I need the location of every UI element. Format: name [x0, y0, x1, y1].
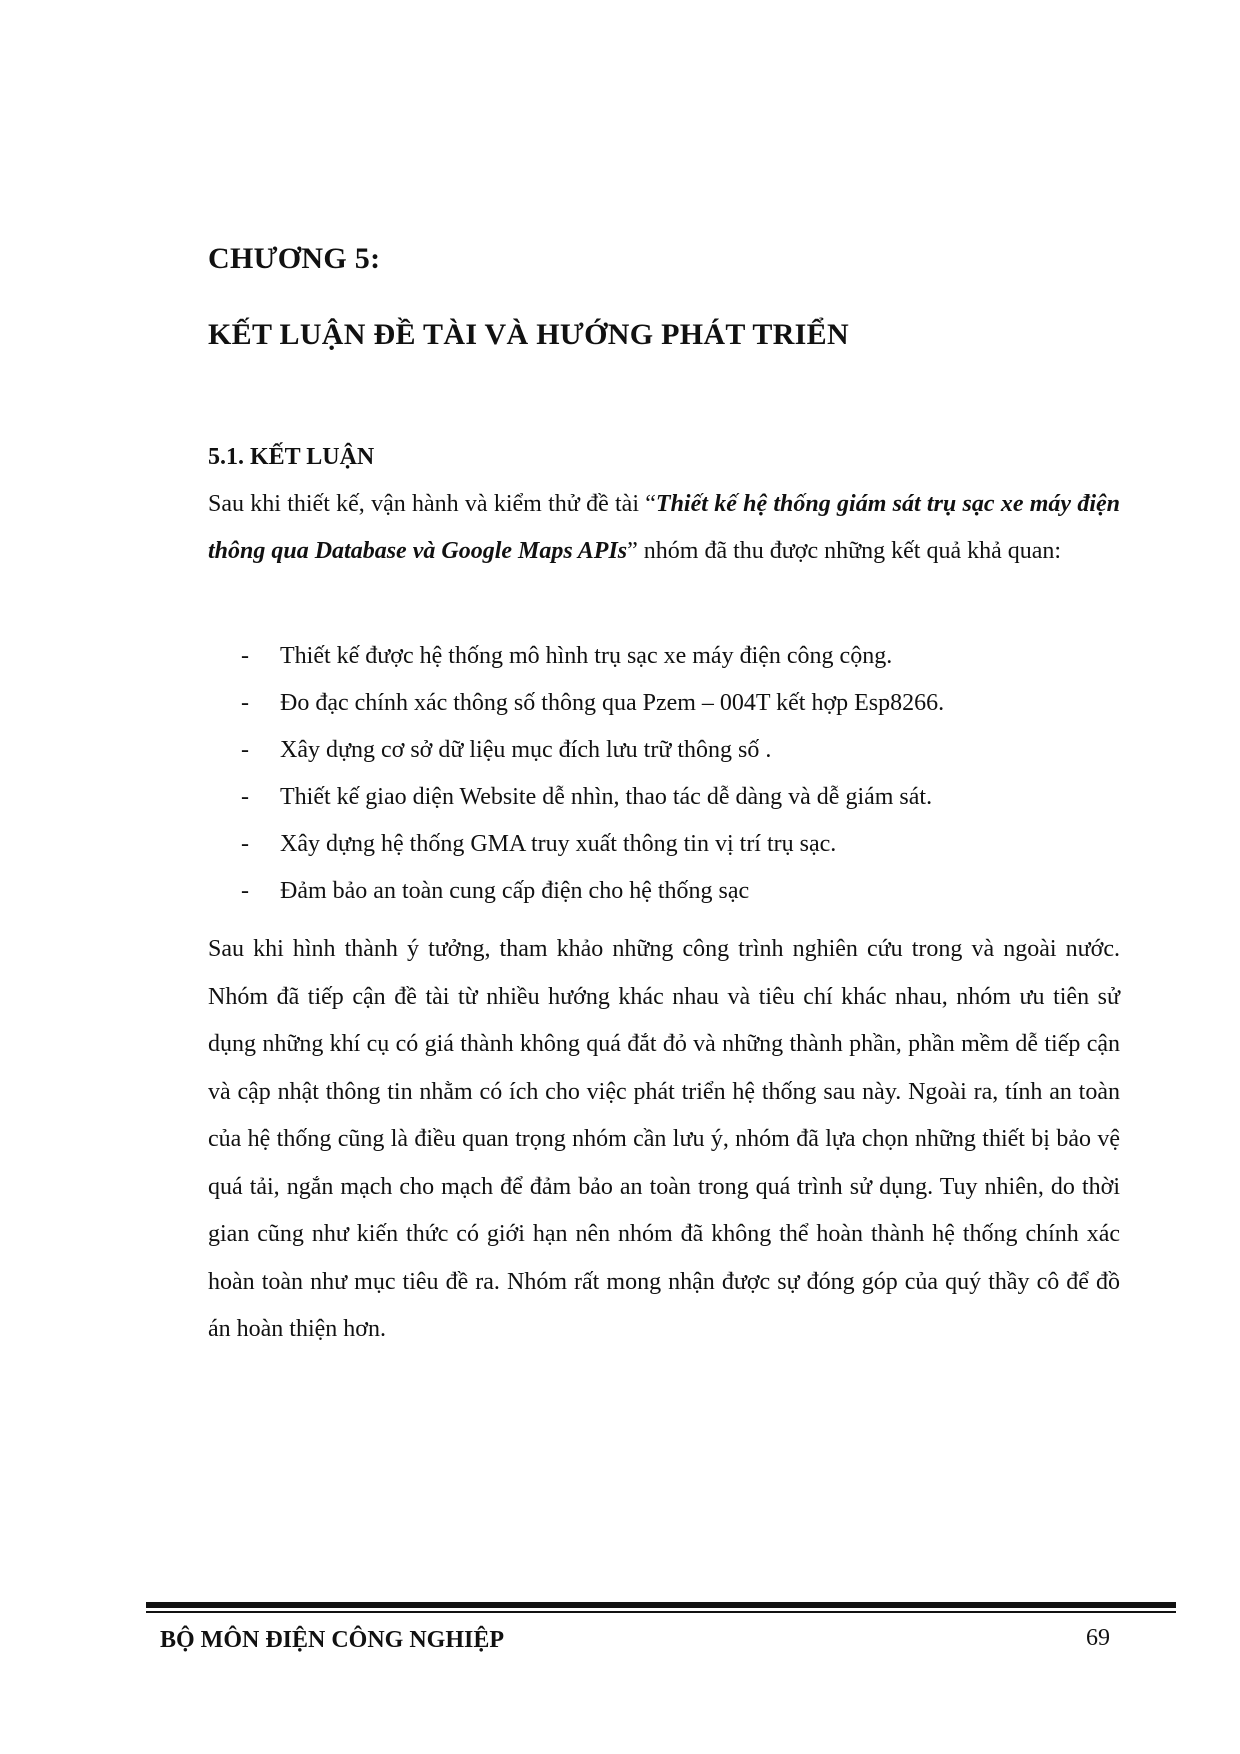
conclusion-paragraph: Sau khi hình thành ý tưởng, tham khảo những công trình nghiên cứu trong và ngoài nước. Nhóm đã tiếp cận đề tài từ nhiều hướng khác nhau và tiêu chí khác nhau, nhóm ưu tiên sử dụng những khí cụ có giá thành không quá đắt đỏ và những thành phần, phần mềm dễ tiếp cận và cập nhật thông tin nhằm có ích cho việc phát triển hệ thống sau này. Ngoài ra, tính an toàn của hệ thống cũng là điều quan trọng nhóm cần lưu ý, nhóm đã lựa chọn những thiết bị bảo vệ quá tải, ngắn mạch cho mạch để đảm bảo an toàn trong quá trình sử dụng. Tuy nhiên, do thời gian cũng như kiến thức có giới hạn nên nhóm đã không thể hoàn thành hệ thống chính xác hoàn toàn như mục tiêu đề ra. Nhóm rất mong nhận được sự đóng góp của quý thầy cô để đồ án hoàn thiện hơn.: [208, 936, 1120, 1342]
footer-department: BỘ MÔN ĐIỆN CÔNG NGHIỆP: [160, 1627, 505, 1653]
list-item-text: Xây dựng cơ sở dữ liệu mục đích lưu trữ thông số .: [280, 737, 772, 763]
list-item-text: Đảm bảo an toàn cung cấp điện cho hệ thống sạc: [280, 878, 750, 904]
bullet-dash: -: [241, 643, 249, 669]
list-item: [208, 727, 1120, 774]
section-heading: 5.1. KẾT LUẬN: [208, 444, 375, 470]
list-item-text: Thiết kế được hệ thống mô hình trụ sạc xe máy điện công cộng.: [280, 643, 893, 669]
bullet-dash: -: [241, 878, 249, 904]
results-list: [208, 633, 1120, 915]
footer-rule-thick: [146, 1602, 1176, 1608]
list-item: [208, 633, 1120, 680]
bullet-dash: -: [241, 831, 249, 857]
list-item-text: Xây dựng hệ thống GMA truy xuất thông tin vị trí trụ sạc.: [280, 831, 837, 857]
intro-text-after: ” nhóm đã thu được những kết quả khả quan:: [627, 538, 1062, 564]
page-number: 69: [1086, 1625, 1110, 1651]
intro-paragraph: [208, 481, 1120, 575]
chapter-number: CHƯƠNG 5:: [208, 242, 381, 275]
list-item: [208, 821, 1120, 868]
chapter-title: KẾT LUẬN ĐỀ TÀI VÀ HƯỚNG PHÁT TRIỂN: [208, 318, 849, 351]
list-item-text: Thiết kế giao diện Website dễ nhìn, thao tác dễ dàng và dễ giám sát.: [280, 784, 933, 810]
list-item-text: Đo đạc chính xác thông số thông qua Pzem – 004T kết hợp Esp8266.: [280, 690, 945, 716]
list-item: [208, 868, 1120, 915]
intro-text-before: Sau khi thiết kế, vận hành và kiểm thử đề tài “: [208, 491, 656, 517]
list-item: [208, 774, 1120, 821]
bullet-dash: -: [241, 784, 249, 810]
project-title-emphasis: Thiết kế hệ thống giám sát trụ sạc xe máy điện thông qua Database và Google Maps APIs: [208, 491, 1121, 564]
bullet-dash: -: [241, 690, 249, 716]
bullet-dash: -: [241, 737, 249, 763]
footer-rule-thin: [146, 1611, 1176, 1613]
list-item: [208, 680, 1120, 727]
